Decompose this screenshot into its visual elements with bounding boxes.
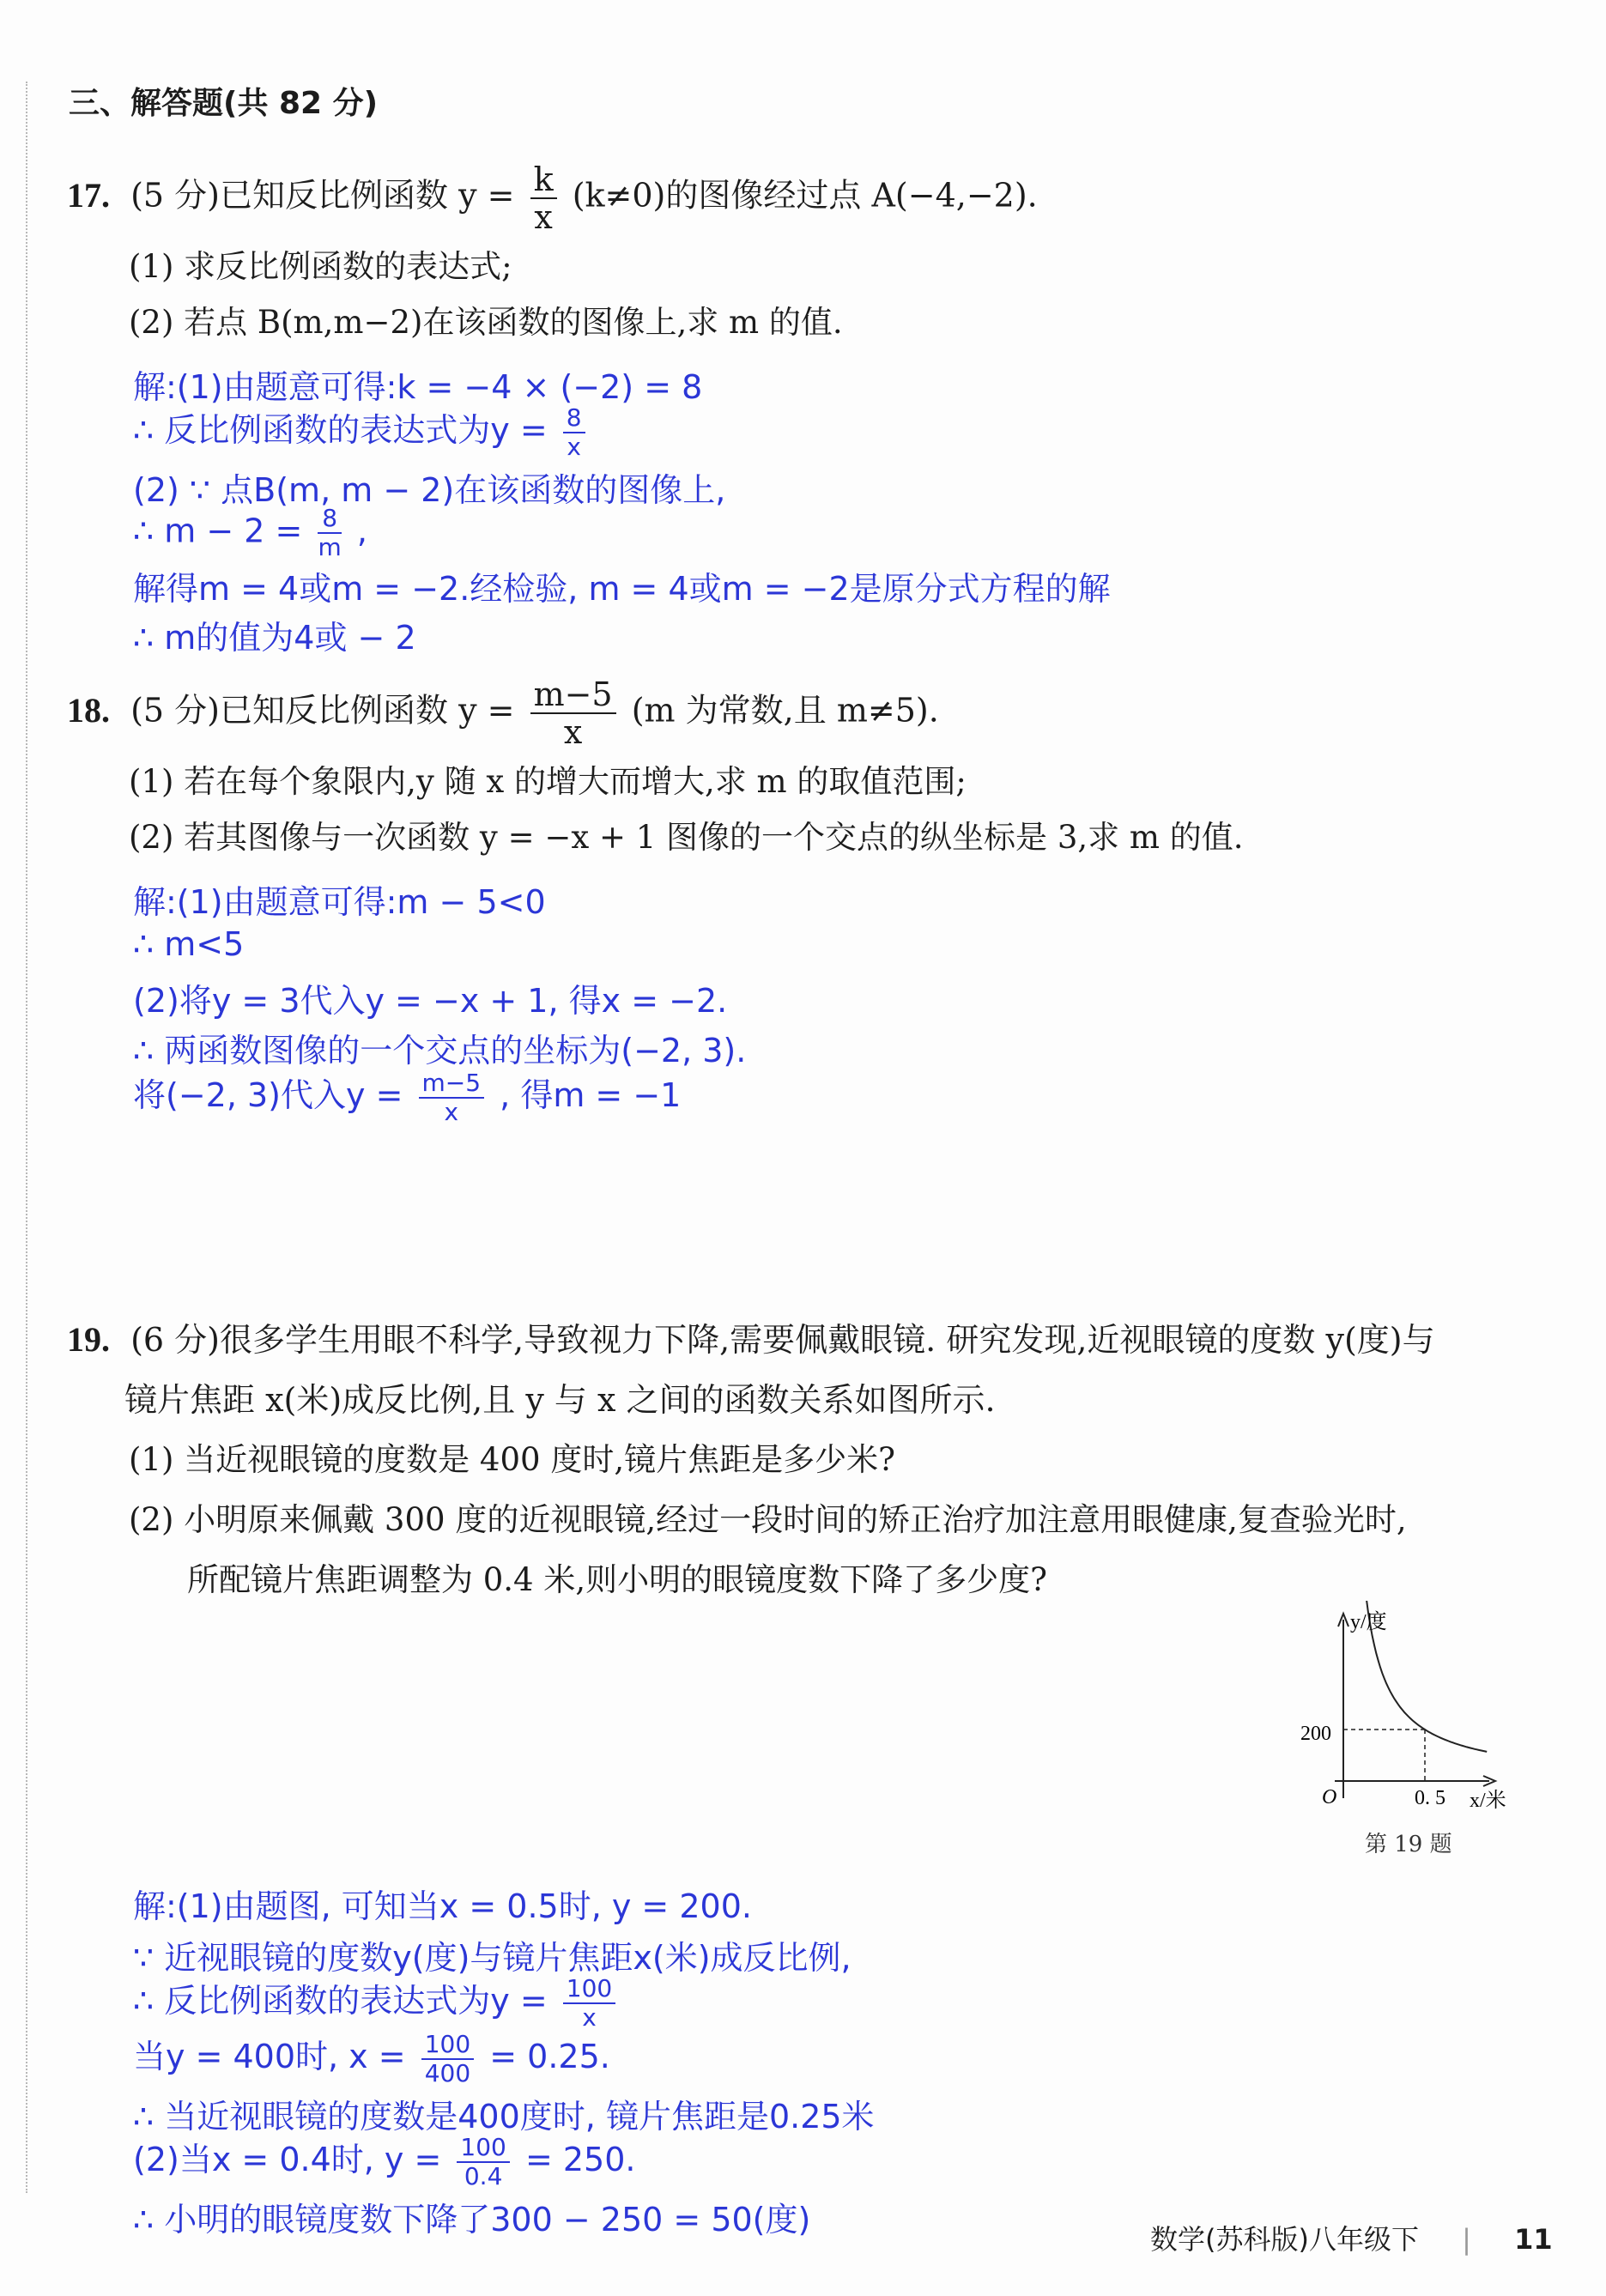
page-footer <box>1150 2218 1553 2257</box>
q17-sol-4a: ∴ m − 2 = <box>133 512 303 550</box>
q17-frac-den: x <box>534 198 553 236</box>
q17-stem-a: (5 分)已知反比例函数 y = <box>130 176 515 215</box>
q19-sol-4-num: 100 <box>421 2032 474 2060</box>
y-tick-200: 200 <box>1300 1723 1331 1745</box>
q17-sol-4-den: m <box>318 533 342 561</box>
q19-sol-1: 解:(1)由题图, 可知当x = 0.5时, y = 200. <box>133 1887 752 1925</box>
q19-stem1: (6 分)很多学生用眼不科学,导致视力下降,需要佩戴眼镜. 研究发现,近视眼镜的度数 y(度)与 <box>130 1321 1435 1359</box>
q19-sol-6-fraction <box>457 2132 509 2190</box>
q18-frac-num: m−5 <box>530 678 616 714</box>
footer-subject: 数学(苏科版)八年级下 <box>1150 2223 1419 2256</box>
q18-sol-3: (2)将y = 3代入y = −x + 1, 得x = −2. <box>133 982 728 1020</box>
q19-sol-3-den: x <box>582 2002 597 2032</box>
q17-sol-2-num: 8 <box>563 406 585 433</box>
section-title: 三、解答题(共 82 分) <box>69 86 379 121</box>
q19-part2b: 所配镜片焦距调整为 0.4 米,则小明的眼镜度数下降了多少度? <box>187 1561 1047 1598</box>
q19-sol-3a: ∴ 反比例函数的表达式为y = <box>133 1982 548 2020</box>
q19-sol-3 <box>133 1974 621 2030</box>
q18-frac-den: x <box>563 713 583 751</box>
q17-stem <box>67 161 1038 236</box>
q18-stem-b: (m 为常数,且 m≠5). <box>631 691 939 730</box>
x-axis-label: x/米 <box>1470 1790 1506 1812</box>
q17-part1: (1) 求反比例函数的表达式; <box>129 248 512 285</box>
q19-sol-2: ∵ 近视眼镜的度数y(度)与镜片焦距x(米)成反比例, <box>133 1939 851 1977</box>
q19-sol-6b: = 250. <box>524 2141 636 2178</box>
x-tick-0-5: 0. 5 <box>1415 1787 1445 1809</box>
q18-sol-5a: 将(−2, 3)代入y = <box>133 1076 403 1114</box>
q17-sol-6: ∴ m的值为4或 − 2 <box>133 619 416 657</box>
q18-stem-a: (5 分)已知反比例函数 y = <box>130 691 515 730</box>
q19-stem-line2: 镜片焦距 x(米)成反比例,且 y 与 x 之间的函数关系如图所示. <box>124 1381 996 1419</box>
q19-part2a: (2) 小明原来佩戴 300 度的近视眼镜,经过一段时间的矫正治疗加注意用眼健康,复查验光时, <box>129 1501 1407 1538</box>
q18-part2: (2) 若其图像与一次函数 y = −x + 1 图像的一个交点的纵坐标是 3,求 m 的值. <box>129 819 1244 856</box>
margin-rule <box>26 82 27 2193</box>
q18-sol-5b: , 得m = −1 <box>500 1076 682 1114</box>
q17-frac-num: k <box>530 163 557 199</box>
q17-sol-4b: , <box>356 512 367 550</box>
q18-part1: (1) 若在每个象限内,y 随 x 的增大而增大,求 m 的取值范围; <box>129 763 967 800</box>
y-axis-label: y/度 <box>1350 1611 1387 1633</box>
q17-sol-2-fraction <box>563 403 585 461</box>
q19-sol-4b: = 0.25. <box>489 2038 610 2075</box>
q17-stem-fraction <box>530 161 557 236</box>
q17-sol-2 <box>133 403 591 459</box>
q17-sol-3: (2) ∵ 点B(m, m − 2)在该函数的图像上, <box>133 471 726 509</box>
q17-sol-2a: ∴ 反比例函数的表达式为y = <box>133 411 548 449</box>
q18-sol-1: 解:(1)由题意可得:m − 5<0 <box>133 883 546 921</box>
q18-stem-fraction <box>530 675 616 751</box>
q17-sol-1: 解:(1)由题意可得:k = −4 × (−2) = 8 <box>133 368 703 406</box>
q19-sol-5: ∴ 当近视眼镜的度数是400度时, 镜片焦距是0.25米 <box>133 2098 875 2135</box>
q19-graph <box>1288 1601 1545 1815</box>
footer-separator: | <box>1462 2223 1471 2256</box>
q17-sol-2-den: x <box>567 432 581 461</box>
figure-caption: 第 19 题 <box>1365 1832 1452 1857</box>
q17-sol-4 <box>133 506 367 560</box>
q17-sol-4-num: 8 <box>318 506 341 534</box>
q19-sol-4-den: 400 <box>424 2058 471 2087</box>
q18-stem <box>67 675 939 751</box>
q17-sol-5: 解得m = 4或m = −2.经检验, m = 4或m = −2是原分式方程的解 <box>133 570 1111 608</box>
q19-sol-6a: (2)当x = 0.4时, y = <box>133 2141 442 2178</box>
q19-part1: (1) 当近视眼镜的度数是 400 度时,镜片焦距是多少米? <box>129 1441 895 1478</box>
q19-sol-4a: 当y = 400时, x = <box>133 2038 406 2075</box>
q18-sol-5-num: m−5 <box>419 1071 485 1099</box>
q19-sol-6-den: 0.4 <box>464 2161 503 2190</box>
q18-sol-5 <box>133 1069 681 1124</box>
q19-sol-6 <box>133 2133 635 2189</box>
q18-sol-5-den: x <box>444 1097 459 1126</box>
q19-sol-7: ∴ 小明的眼镜度数下降了300 − 250 = 50(度) <box>133 2201 811 2238</box>
q17-sol-4-fraction <box>318 506 341 560</box>
q18-number: 18. <box>67 690 110 730</box>
q19-sol-4-fraction <box>421 2029 474 2087</box>
q17-stem-b: (k≠0)的图像经过点 A(−4,−2). <box>572 176 1038 215</box>
q17-part2: (2) 若点 B(m,m−2)在该函数的图像上,求 m 的值. <box>129 304 843 341</box>
origin-label: O <box>1322 1786 1337 1808</box>
q19-sol-4 <box>133 2030 610 2086</box>
q17-number: 17. <box>67 175 110 215</box>
q19-number: 19. <box>67 1320 110 1359</box>
q18-sol-4: ∴ 两函数图像的一个交点的坐标为(−2, 3). <box>133 1032 747 1069</box>
q18-sol-2: ∴ m<5 <box>133 925 245 963</box>
q18-sol-5-fraction <box>419 1068 485 1126</box>
q19-sol-3-fraction <box>563 1973 615 2032</box>
q19-stem-line1 <box>67 1318 1435 1362</box>
page-number: 11 <box>1514 2223 1553 2256</box>
q19-sol-6-num: 100 <box>457 2135 509 2163</box>
q19-sol-3-num: 100 <box>563 1977 615 2004</box>
